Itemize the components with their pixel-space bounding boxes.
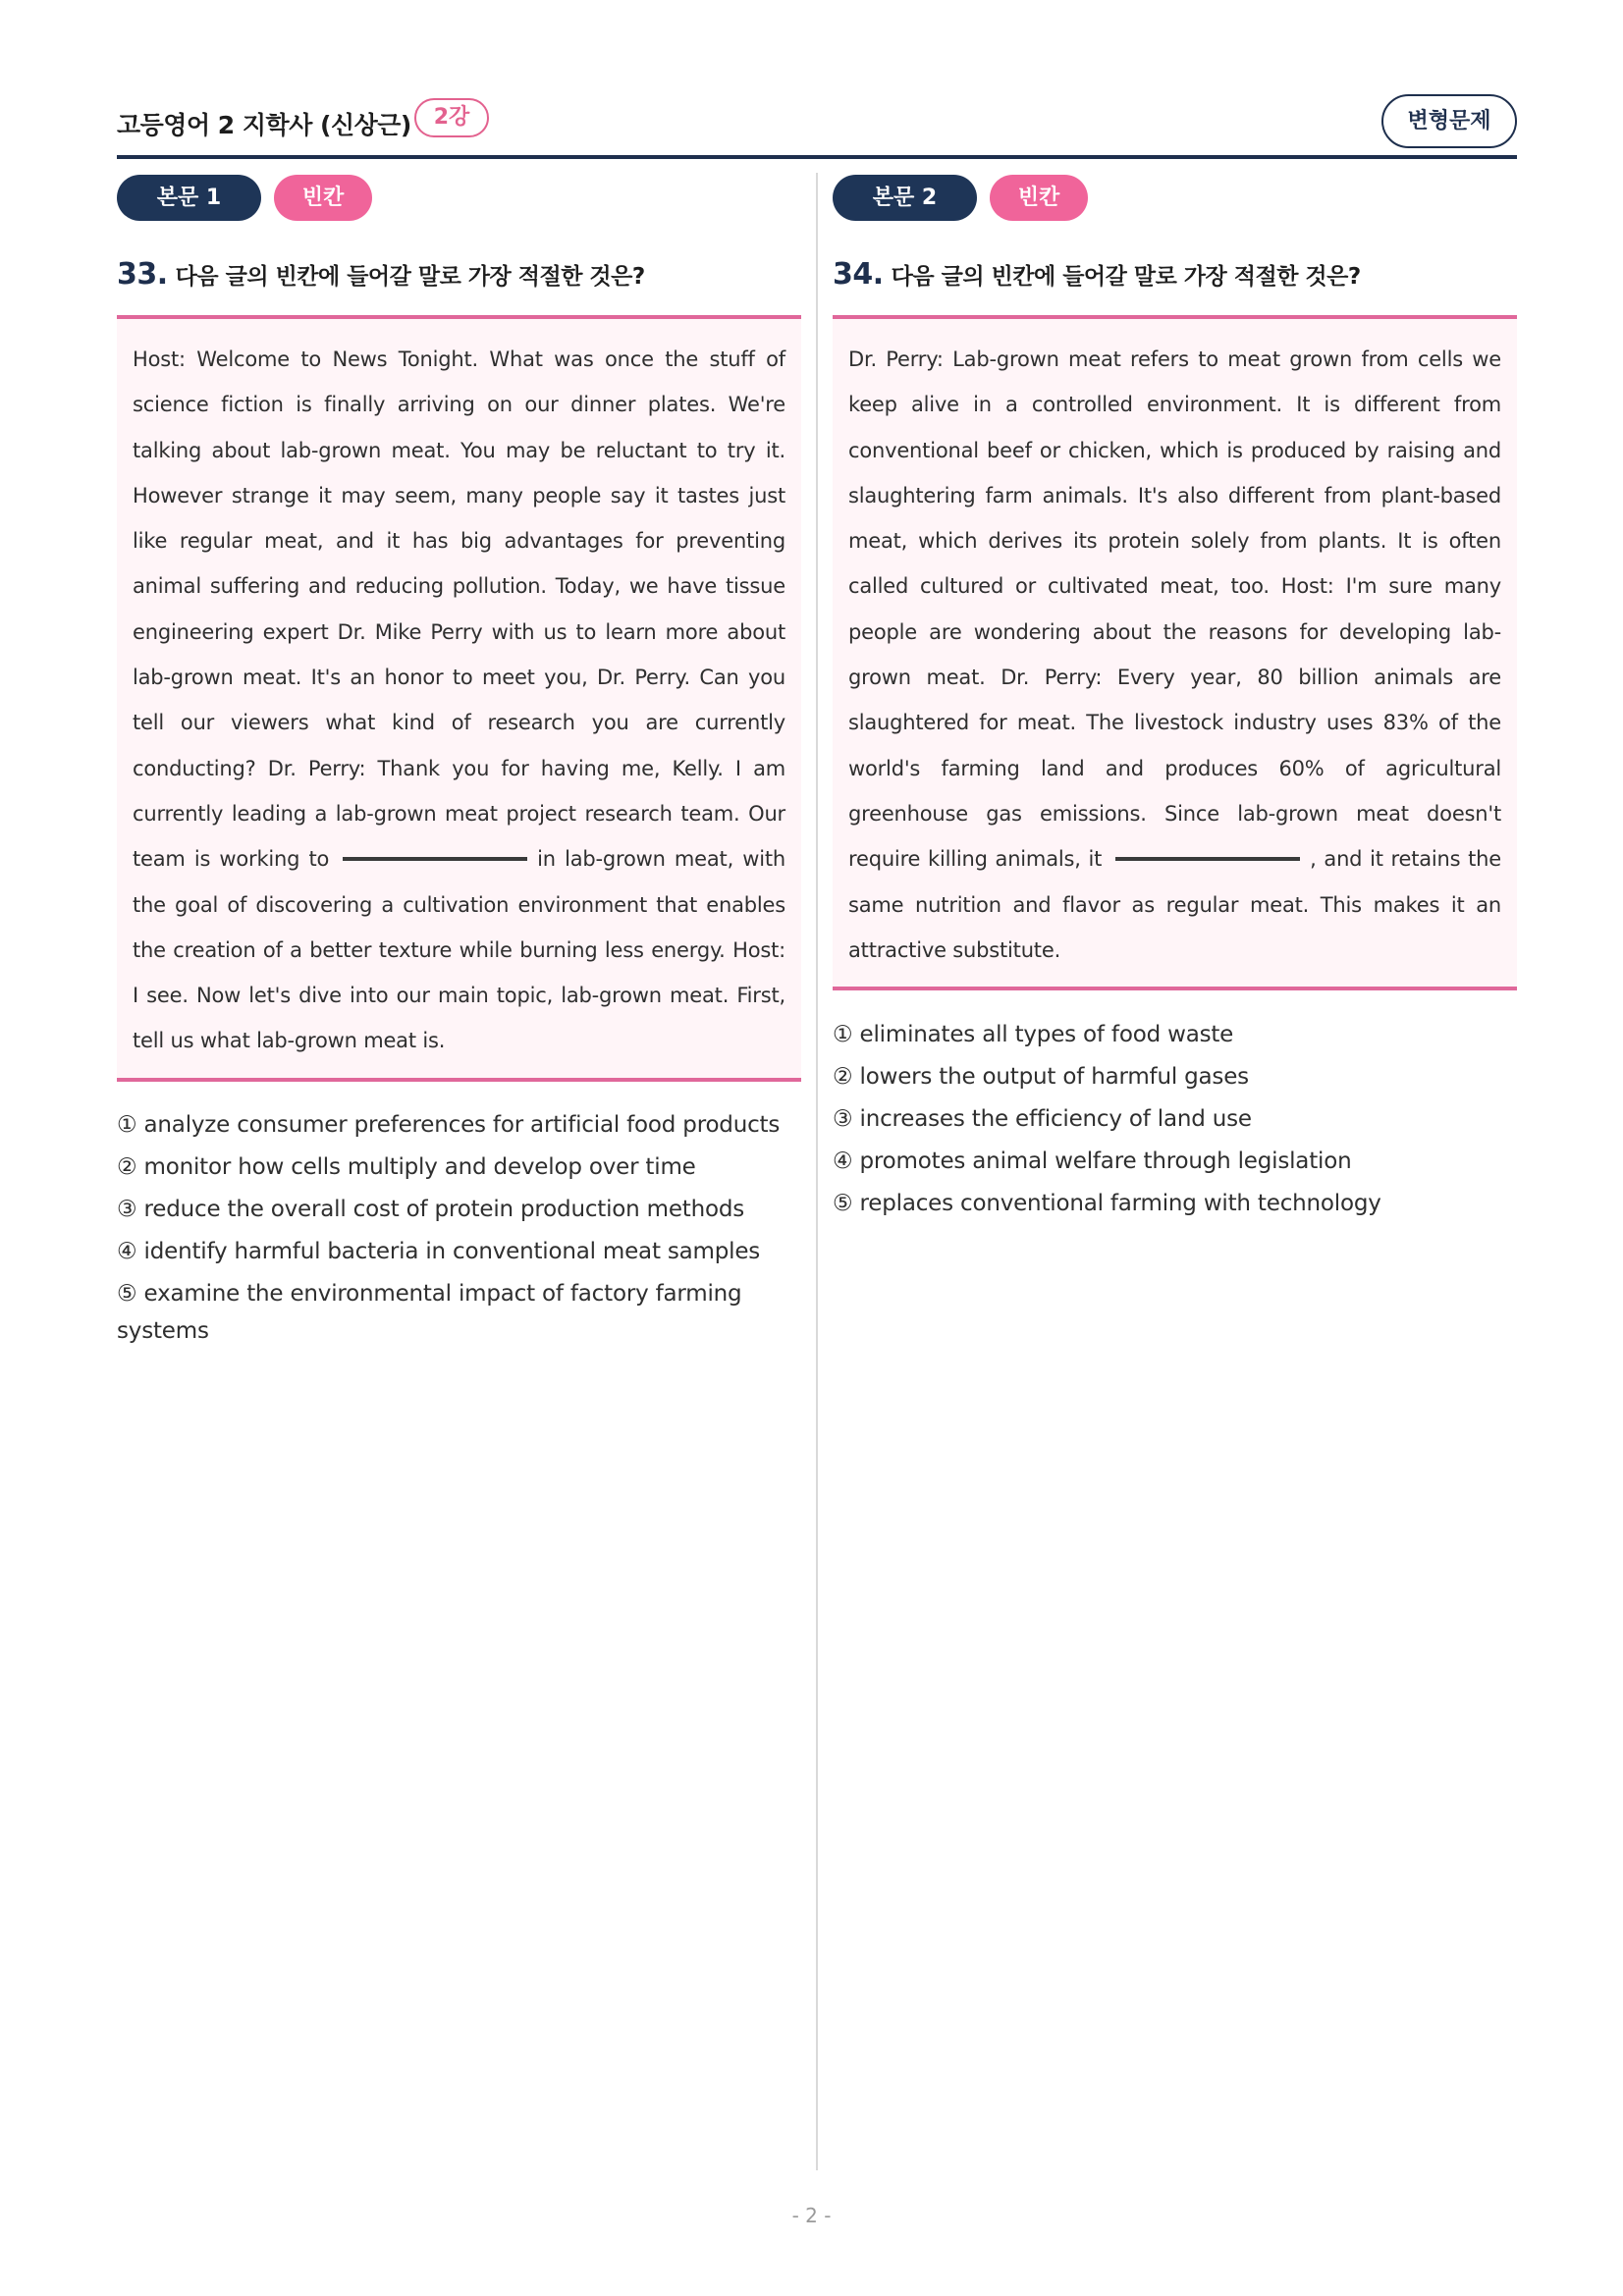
choice-4[interactable]: ④ promotes animal welfare through legislation [833,1148,1352,1174]
choice-5[interactable]: ⑤ examine the environmental impact of factory farming systems [117,1281,742,1344]
blank-tag: 빈칸 [274,175,372,221]
tag-row [117,173,801,222]
question-heading [833,257,1361,292]
choice-3[interactable]: ③ increases the efficiency of land use [833,1106,1252,1132]
choice-1[interactable]: ① analyze consumer preferences for artificial food products [117,1112,781,1138]
question-text: 다음 글의 빈칸에 들어갈 말로 가장 적절한 것은? [891,264,1361,290]
question-number: 34. [833,257,884,292]
passage-tag: 본문 2 [833,175,977,221]
choice-3[interactable]: ③ reduce the overall cost of protein production methods [117,1197,745,1222]
choice-4[interactable]: ④ identify harmful bacteria in conventional meat samples [117,1239,761,1264]
question-text: 다음 글의 빈칸에 들어갈 말로 가장 적절한 것은? [175,264,645,290]
passage-text: Dr. Perry: Lab-grown meat refers to meat grown from cells we keep alive in a controlled environment. It is different from conventional beef or chicken, which is produced by raising and slaughtering farm animals. It's also different from plant-based meat, which derives its protein solely from plants. It is often called cultured or cultivated meat, too. Host: I'm sure many people are wondering about the reasons for developing lab-grown meat. Dr. Perry: Every year, 80 billion animals are slaughtered for meat. The livestock industry uses 83% of the world's farming land and produces 60% of agricultural greenhouse gas emissions. Since lab-grown meat doesn't require killing animals, it [848,347,1501,872]
passage-tag: 본문 1 [117,175,261,221]
choice-2[interactable]: ② monitor how cells multiply and develop over time [117,1154,696,1180]
column-divider [816,173,818,2170]
answer-choices [833,1016,1517,1227]
header-rule [117,155,1517,159]
page-header [117,94,1517,159]
question-heading [117,257,645,292]
answer-choices [117,1106,801,1355]
page-number: - 2 - [791,2204,832,2227]
choice-2[interactable]: ② lowers the output of harmful gases [833,1064,1249,1090]
passage-text-continued: , and it retains the same nutrition and flavor as regular meat. This makes it an attractive substitute. [848,847,1502,962]
right-column [833,173,1517,1216]
blank-line [1115,857,1300,861]
blank-line [343,857,527,861]
passage-text-continued: in lab-grown meat, with the goal of discovering a cultivation environment that enables the creation of a better texture while burning less energy. Host: I see. Now let's dive into our main topic, lab-grown meat. First, tell us what lab-grown meat is. [133,847,785,1053]
passage-box [117,315,801,1082]
passage-box [833,315,1517,990]
passage-text: Host: Welcome to News Tonight. What was once the stuff of science fiction is finally arriving on our dinner plates. We're talking about lab-grown meat. You may be reluctant to try it. However strange it may seem, many people say it tastes just like regular meat, and it has big advantages for preventing animal suffering and reducing pollution. Today, we have tissue engineering expert Dr. Mike Perry with us to learn more about lab-grown meat. It's an honor to meet you, Dr. Perry. Can you tell our viewers what kind of research you are currently conducting? Dr. Perry: Thank you for having me, Kelly. I am currently leading a lab-grown meat project research team. Our team is working to [133,347,785,872]
choice-1[interactable]: ① eliminates all types of food waste [833,1022,1234,1047]
choice-5[interactable]: ⑤ replaces conventional farming with technology [833,1191,1381,1216]
question-type-badge: 변형문제 [1381,94,1517,148]
question-number: 33. [117,257,168,292]
blank-tag: 빈칸 [990,175,1088,221]
tag-row [833,173,1517,222]
left-column [117,173,801,1344]
textbook-title: 고등영어 2 지학사 (신상근) [117,111,411,139]
lesson-badge: 2강 [414,98,489,137]
